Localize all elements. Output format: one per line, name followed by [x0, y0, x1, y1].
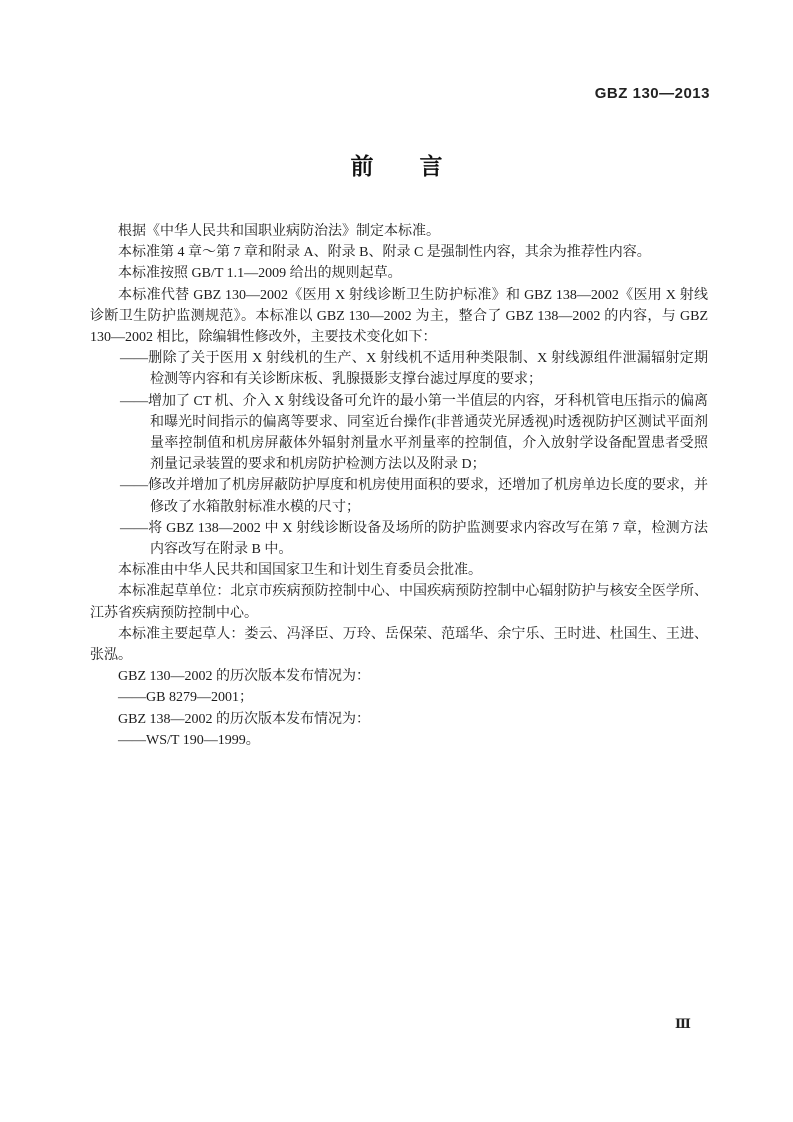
paragraph-history-gbz138: GBZ 138—2002 的历次版本发布情况为： — [118, 711, 370, 727]
paragraph-mandatory-scope: 本标准第 4 章～第 7 章和附录 A、附录 B、附录 C 是强制性内容，其余为推荐性内容。 — [118, 245, 651, 261]
change-item-rewritten: ——将 GBZ 138—2002 中 X 射线诊断设备及场所的防护监测要求内容改写在第 7 章，检测方法内容改写在附录 B 中。 — [120, 520, 708, 558]
paragraph-drafting-units: 本标准起草单位：北京市疾病预防控制中心、中国疾病预防控制中心辐射防护与核安全医学所、江苏省疾病预防控制中心。 — [90, 584, 708, 621]
page-number: Ⅲ — [675, 1016, 691, 1031]
paragraph-history-gbz130: GBZ 130—2002 的历次版本发布情况为： — [118, 669, 370, 685]
change-item-deleted: ——删除了关于医用 X 射线机的生产、X 射线机不适用种类限制、X 射线源组件泄漏辐射定期检测等内容和有关诊断床板、乳腺摄影支撑台滤过厚度的要求； — [120, 351, 708, 388]
paragraph-legal-basis: 根据《中华人民共和国职业病防治法》制定本标准。 — [118, 224, 440, 239]
standard-number: GBZ 130—2013 — [594, 85, 710, 102]
paragraph-approval: 本标准由中华人民共和国国家卫生和计划生育委员会批准。 — [118, 563, 482, 579]
change-item-modified: ——修改并增加了机房屏蔽防护厚度和机房使用面积的要求，还增加了机房单边长度的要求，并修改了水箱散射标准水模的尺寸； — [120, 478, 708, 515]
body-text — [90, 221, 708, 751]
paragraph-drafters: 本标准主要起草人：娄云、冯泽臣、万玲、岳保荣、范瑶华、余宁乐、王时进、杜国生、王进、张泓。 — [90, 626, 708, 664]
paragraph-drafting-rule: 本标准按照 GB/T 1.1—2009 给出的规则起草。 — [118, 266, 402, 282]
change-item-added: ——增加了 CT 机、介入 X 射线设备可允许的最小第一半值层的内容，牙科机管电压指示的偏离和曝光时间指示的偏离等要求、同室近台操作(非普通荧光屏透视)时透视防护区测试平面剂量率控制值和机房屏蔽体外辐射剂量水平剂量率的控制值，介入放射学设备配置患者受照剂量记录装置的要求和机房防护检测方法以及附录 D； — [120, 393, 708, 473]
history-item-gb8279: ——GB 8279—2001； — [118, 690, 253, 706]
paragraph-replacement: 本标准代替 GBZ 130—2002《医用 X 射线诊断卫生防护标准》和 GBZ 138—2002《医用 X 射线诊断卫生防护监测规范》。本标准以 GBZ 130—2002 为主，整合了 GBZ 138—2002 的内容，与 GBZ 130—2002 相比，除编辑性修改外，主要技术变化如下： — [90, 287, 708, 346]
history-item-wst190: ——WS/T 190—1999。 — [118, 732, 260, 748]
page-title: 前 言 — [350, 153, 443, 179]
